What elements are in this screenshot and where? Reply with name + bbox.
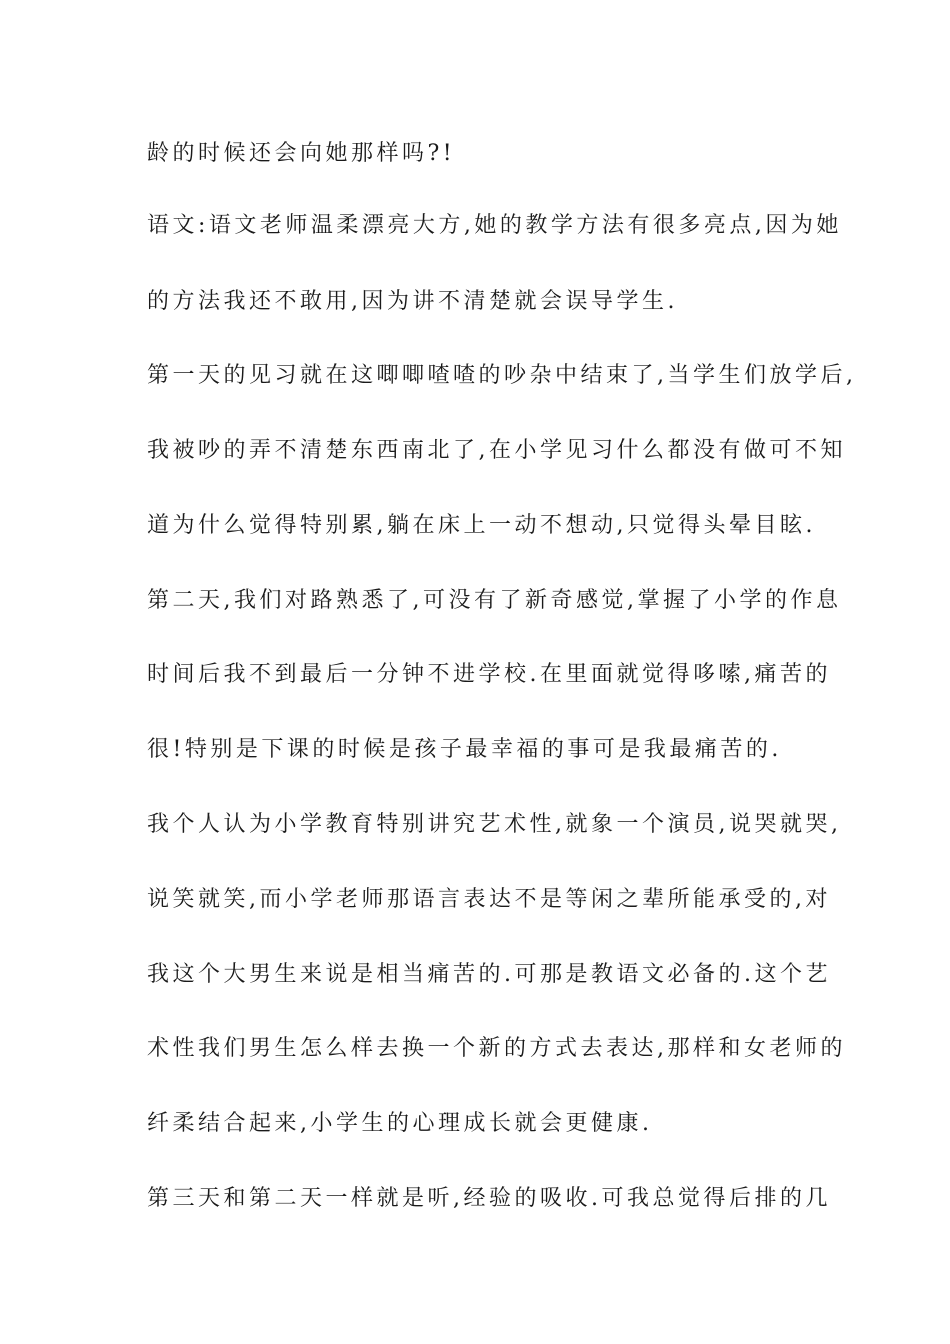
text-line: 我被吵的弄不清楚东西南北了,在小学见习什么都没有做可不知 (147, 438, 846, 463)
text-line: 语文:语文老师温柔漂亮大方,她的教学方法有很多亮点,因为她 (147, 213, 842, 238)
text-line: 的方法我还不敢用,因为讲不清楚就会误导学生. (147, 289, 678, 314)
text-line: 第三天和第二天一样就是听,经验的吸收.可我总觉得后排的几 (147, 1186, 831, 1211)
text-line: 龄的时候还会向她那样吗?! (147, 141, 456, 166)
text-line: 纤柔结合起来,小学生的心理成长就会更健康. (147, 1111, 653, 1136)
text-line: 第二天,我们对路熟悉了,可没有了新奇感觉,掌握了小学的作息 (147, 588, 842, 613)
text-line: 很!特别是下课的时候是孩子最幸福的事可是我最痛苦的. (147, 737, 782, 762)
text-line: 说笑就笑,而小学老师那语言表达不是等闲之辈所能承受的,对 (147, 887, 831, 912)
text-line: 道为什么觉得特别累,躺在床上一动不想动,只觉得头晕目眩. (147, 513, 816, 538)
text-line: 我这个大男生来说是相当痛苦的.可那是教语文必备的.这个艺 (147, 962, 831, 987)
text-line: 时间后我不到最后一分钟不进学校.在里面就觉得哆嗦,痛苦的 (147, 662, 831, 687)
text-line: 我个人认为小学教育特别讲究艺术性,就象一个演员,说哭就哭, (147, 812, 842, 837)
text-line: 第一天的见习就在这唧唧喳喳的吵杂中结束了,当学生们放学后, (147, 363, 857, 388)
text-line: 术性我们男生怎么样去换一个新的方式去表达,那样和女老师的 (147, 1036, 846, 1061)
